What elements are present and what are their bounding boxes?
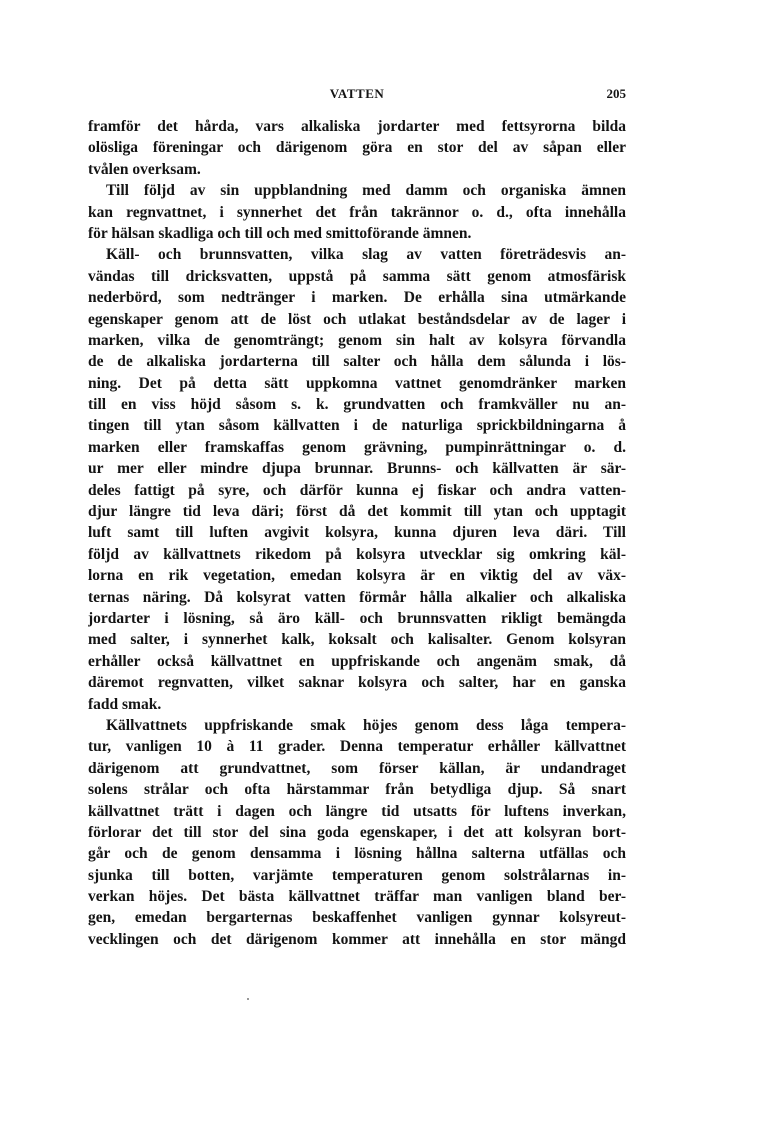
text-line: Käll- och brunnsvatten, vilka slag av vatten företrädesvis an- — [106, 246, 626, 264]
text-line: nederbörd, som nedtränger i marken. De erhålla sina utmärkande — [88, 289, 626, 307]
text-line: djur längre tid leva däri; först då det kommit till ytan och upptagit — [88, 503, 626, 521]
body-text — [88, 116, 626, 950]
text-line: marken, vilka de genomträngt; genom sin halt av kolsyra förvandla — [88, 331, 626, 349]
text-line: luft samt till luften avgivit kolsyra, kunna djuren leva däri. Till — [88, 524, 626, 542]
text-line: framför det hårda, vars alkaliska jordarter med fettsyrorna bilda — [88, 118, 626, 135]
text-line: vecklingen och det därigenom kommer att innehålla en stor mängd — [88, 930, 626, 948]
page-number: 205 — [606, 86, 626, 101]
text-line: marken eller framskaffas genom grävning, pumpinrättningar o. d. — [88, 438, 626, 456]
text-line: gen, emedan bergarternas beskaffenhet vanligen gynnar kolsyreut- — [88, 909, 626, 927]
text-line: därigenom att grundvattnet, som förser källan, är undandraget — [88, 759, 626, 777]
text-line: förlorar det till stor del sina goda egenskaper, i det att kolsyran bort- — [88, 823, 626, 841]
text-line: tur, vanligen 10 à 11 grader. Denna temperatur erhåller källvattnet — [88, 738, 626, 756]
text-line: vändas till dricksvatten, uppstå på samma sätt genom atmosfärisk — [88, 267, 626, 285]
text-line: Till följd av sin uppblandning med damm och organiska ämnen — [106, 182, 626, 200]
text-line: lorna en rik vegetation, emedan kolsyra är en viktig del av väx- — [88, 567, 626, 585]
text-line: ur mer eller mindre djupa brunnar. Brunns- och källvatten är sär- — [88, 460, 626, 478]
text-line: solens strålar och ofta härstammar från betydliga djup. Så snart — [88, 781, 626, 799]
text-line: fadd smak. — [88, 695, 162, 713]
paper-speck — [247, 998, 249, 1000]
text-line: däremot regnvatten, vilket saknar kolsyra och salter, har en ganska — [88, 674, 626, 692]
text-line: olösliga föreningar och därigenom göra en stor del av såpan eller — [88, 139, 626, 157]
text-line: tingen till ytan såsom källvatten i de naturliga sprickbildningarna å — [88, 417, 626, 435]
text-line: Källvattnets uppfriskande smak höjes genom dess låga tempera- — [106, 716, 626, 734]
text-line: med salter, i synnerhet kalk, koksalt och kalisalter. Genom kolsyran — [88, 631, 626, 649]
text-line: verkan höjes. Det bästa källvattnet träffar man vanligen bland ber- — [88, 888, 626, 906]
text-line: källvattnet trätt i dagen och längre tid utsatts för luftens inverkan, — [88, 802, 626, 820]
page-header — [88, 86, 626, 108]
running-head: VATTEN — [329, 86, 385, 101]
text-line: egenskaper genom att de löst och utlakat beståndsdelar av de lager i — [88, 310, 626, 328]
text-line: sjunka till botten, varjämte temperaturen genom solstrålarnas in- — [88, 866, 626, 884]
text-line: erhåller också källvattnet en uppfriskande och angenäm smak, då — [88, 652, 626, 670]
text-line: tvålen overksam. — [88, 160, 201, 178]
text-line: kan regnvattnet, i synnerhet det från takrännor o. d., ofta innehålla — [88, 203, 626, 221]
text-line: ternas näring. Då kolsyrat vatten förmår hålla alkalier och alkaliska — [88, 588, 626, 606]
text-line: för hälsan skadliga och till och med smittoförande ämnen. — [88, 224, 472, 242]
text-line: ning. Det på detta sätt uppkomna vattnet genomdränker marken — [88, 374, 626, 392]
text-line: till en viss höjd såsom s. k. grundvatten och framkväller nu an- — [88, 396, 626, 414]
text-line: deles fattigt på syre, och därför kunna ej fiskar och andra vatten- — [88, 481, 626, 499]
text-line: de de alkaliska jordarterna till salter och hålla dem sålunda i lös- — [88, 353, 626, 371]
text-line: går och de genom densamma i lösning hållna salterna utfällas och — [88, 845, 626, 863]
text-line: jordarter i lösning, så äro käll- och brunnsvatten rikligt bemängda — [88, 609, 626, 627]
text-line: följd av källvattnets rikedom på kolsyra utvecklar sig omkring käl- — [88, 545, 626, 563]
